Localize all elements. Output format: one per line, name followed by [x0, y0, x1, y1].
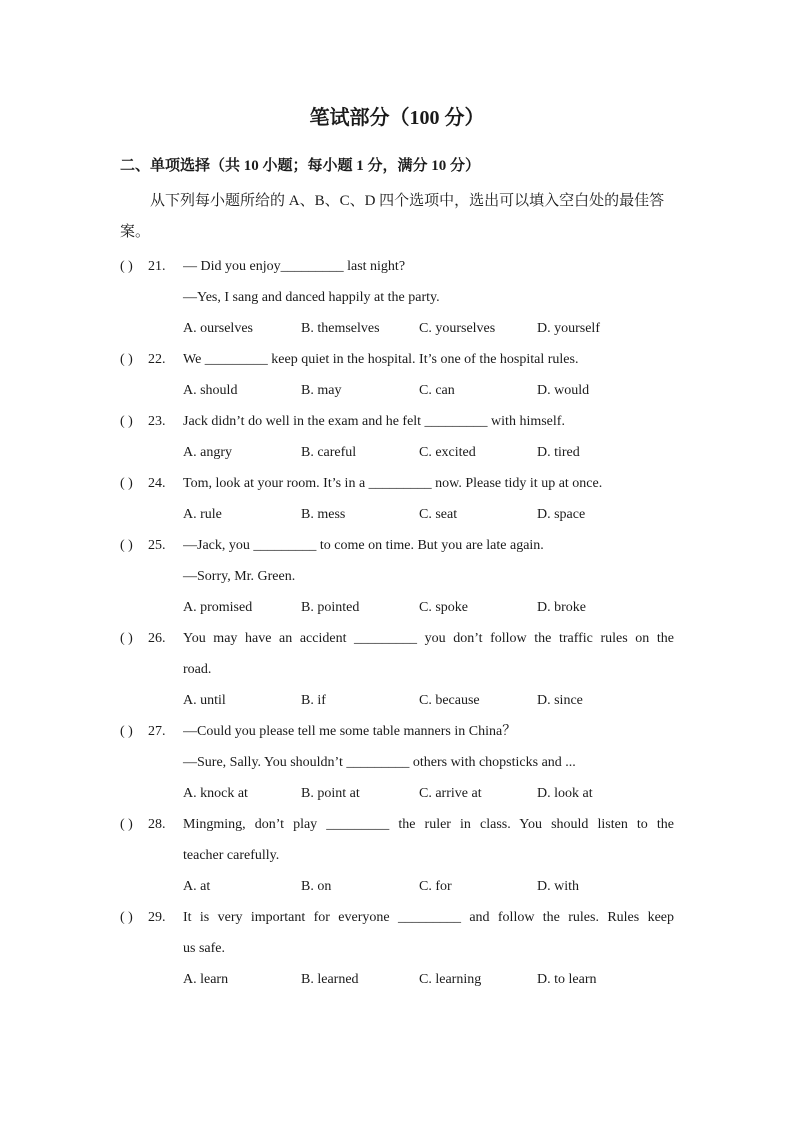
question-continuation: us safe. — [183, 941, 225, 956]
question-continuation: road. — [183, 662, 212, 677]
question-stem: —Could you please tell me some table manners in China？ — [183, 724, 517, 739]
question-number: 24. — [148, 476, 166, 491]
instruction-text: 从下列每小题所给的 A、B、C、D 四个选项中，选出可以填入空白处的最佳答案。 — [120, 193, 665, 240]
page-title: 笔试部分（100 分） — [309, 107, 485, 129]
option-row — [120, 499, 674, 530]
answer-blank[interactable]: ( ) — [120, 724, 133, 739]
question-item — [120, 468, 674, 530]
question-first-line — [120, 623, 674, 654]
option-choice[interactable]: D. look at — [537, 786, 593, 801]
option-row — [120, 437, 674, 468]
option-row — [120, 592, 674, 623]
option-choice[interactable]: B. careful — [301, 445, 357, 460]
option-choice[interactable]: C. yourselves — [419, 321, 496, 336]
question-number: 27. — [148, 724, 166, 739]
option-choice[interactable]: C. can — [419, 383, 455, 398]
question-number: 26. — [148, 631, 166, 646]
question-continuation: —Sorry, Mr. Green. — [183, 569, 296, 584]
question-stem: It is very important for everyone _________ and follow the rules. Rules keep — [183, 910, 674, 925]
option-choice[interactable]: D. since — [537, 693, 583, 708]
option-choice[interactable]: A. until — [183, 693, 226, 708]
question-first-line — [120, 406, 674, 437]
answer-blank[interactable]: ( ) — [120, 476, 133, 491]
option-choice[interactable]: D. space — [537, 507, 586, 522]
option-row — [120, 778, 674, 809]
question-stem: Mingming, don’t play _________ the ruler in class. You should listen to the — [183, 817, 674, 832]
question-item — [120, 809, 674, 902]
question-list — [120, 251, 674, 995]
question-item — [120, 530, 674, 623]
option-row — [120, 871, 674, 902]
question-number: 28. — [148, 817, 166, 832]
question-stem: You may have an accident _________ you don’t follow the traffic rules on the — [183, 631, 674, 646]
question-number: 29. — [148, 910, 166, 925]
option-row — [120, 964, 674, 995]
question-stem: Tom, look at your room. It’s in a _________ now. Please tidy it up at once. — [183, 476, 603, 491]
question-item — [120, 902, 674, 995]
answer-blank[interactable]: ( ) — [120, 631, 133, 646]
option-choice[interactable]: B. learned — [301, 972, 359, 987]
answer-blank[interactable]: ( ) — [120, 259, 133, 274]
option-choice[interactable]: D. tired — [537, 445, 580, 460]
question-item — [120, 344, 674, 406]
answer-blank[interactable]: ( ) — [120, 817, 133, 832]
question-first-line — [120, 809, 674, 840]
question-number: 22. — [148, 352, 166, 367]
option-choice[interactable]: C. learning — [419, 972, 482, 987]
option-choice[interactable]: A. learn — [183, 972, 229, 987]
option-choice[interactable]: D. broke — [537, 600, 586, 615]
question-item — [120, 406, 674, 468]
question-stem: — Did you enjoy_________ last night? — [183, 259, 406, 274]
question-first-line — [120, 716, 674, 747]
option-choice[interactable]: B. on — [301, 879, 332, 894]
option-choice[interactable]: C. for — [419, 879, 452, 894]
option-choice[interactable]: C. seat — [419, 507, 458, 522]
question-stem: We _________ keep quiet in the hospital. It’s one of the hospital rules. — [183, 352, 579, 367]
option-choice[interactable]: A. knock at — [183, 786, 248, 801]
option-choice[interactable]: A. at — [183, 879, 211, 894]
question-number: 21. — [148, 259, 166, 274]
option-choice[interactable]: A. rule — [183, 507, 222, 522]
option-choice[interactable]: B. themselves — [301, 321, 380, 336]
option-choice[interactable]: B. may — [301, 383, 342, 398]
option-choice[interactable]: A. angry — [183, 445, 232, 460]
option-choice[interactable]: B. if — [301, 693, 326, 708]
section-heading: 二、单项选择（共 10 小题；每小题 1 分，满分 10 分） — [120, 158, 481, 174]
option-choice[interactable]: B. mess — [301, 507, 346, 522]
option-row — [120, 375, 674, 406]
question-number: 23. — [148, 414, 166, 429]
option-choice[interactable]: A. should — [183, 383, 238, 398]
answer-blank[interactable]: ( ) — [120, 538, 133, 553]
question-continuation: —Sure, Sally. You shouldn’t _________ others with chopsticks and ... — [183, 755, 576, 770]
question-continuation: teacher carefully. — [183, 848, 280, 863]
option-choice[interactable]: D. with — [537, 879, 579, 894]
question-first-line — [120, 251, 674, 282]
question-item — [120, 251, 674, 344]
question-first-line — [120, 344, 674, 375]
question-item — [120, 716, 674, 809]
question-first-line — [120, 902, 674, 933]
option-choice[interactable]: A. promised — [183, 600, 253, 615]
question-first-line — [120, 530, 674, 561]
option-row — [120, 685, 674, 716]
option-choice[interactable]: A. ourselves — [183, 321, 253, 336]
option-choice[interactable]: B. point at — [301, 786, 360, 801]
answer-blank[interactable]: ( ) — [120, 910, 133, 925]
question-number: 25. — [148, 538, 166, 553]
option-row — [120, 313, 674, 344]
answer-blank[interactable]: ( ) — [120, 352, 133, 367]
answer-blank[interactable]: ( ) — [120, 414, 133, 429]
question-continuation: —Yes, I sang and danced happily at the party. — [183, 290, 440, 305]
option-choice[interactable]: C. excited — [419, 445, 476, 460]
option-choice[interactable]: D. would — [537, 383, 590, 398]
option-choice[interactable]: B. pointed — [301, 600, 360, 615]
option-choice[interactable]: C. arrive at — [419, 786, 482, 801]
option-choice[interactable]: C. spoke — [419, 600, 468, 615]
option-choice[interactable]: D. yourself — [537, 321, 600, 336]
question-item — [120, 623, 674, 716]
question-first-line — [120, 468, 674, 499]
question-stem: Jack didn’t do well in the exam and he felt _________ with himself. — [183, 414, 565, 429]
option-choice[interactable]: D. to learn — [537, 972, 597, 987]
option-choice[interactable]: C. because — [419, 693, 480, 708]
question-stem: —Jack, you _________ to come on time. But you are late again. — [183, 538, 544, 553]
